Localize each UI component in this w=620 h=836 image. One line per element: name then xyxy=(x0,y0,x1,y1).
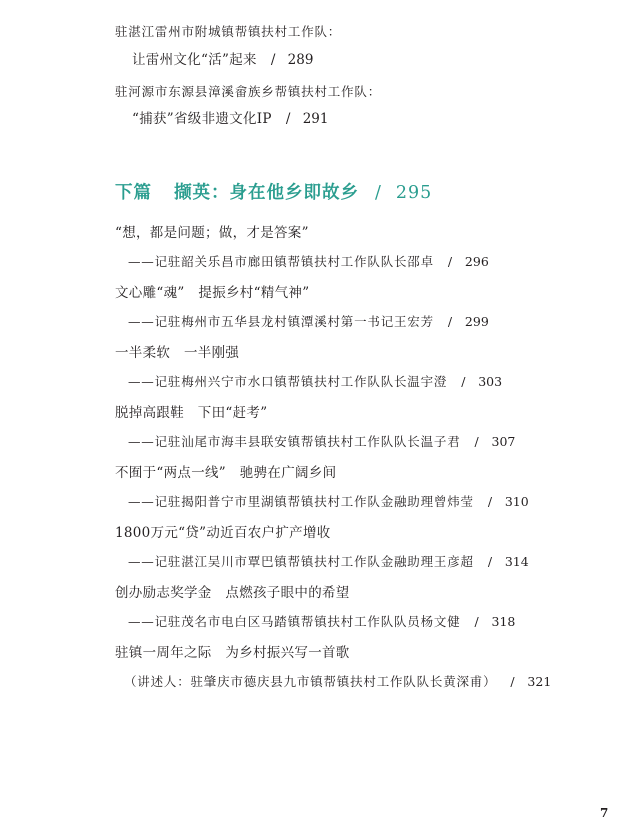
page-number: 307 xyxy=(491,434,516,449)
entry-byline: ——记驻汕尾市海丰县联安镇帮镇扶村工作队队长温子君 xyxy=(128,434,461,449)
entry-byline-line xyxy=(128,494,529,510)
separator: / xyxy=(270,52,276,68)
entry-byline: ——记驻茂名市电白区马踏镇帮镇扶村工作队队员杨文健 xyxy=(128,614,461,629)
page-number: 321 xyxy=(527,674,552,689)
page-number: 318 xyxy=(491,614,516,629)
section-title: 撷英：身在他乡即故乡 xyxy=(174,183,359,203)
folio-page-number: 7 xyxy=(600,806,609,820)
separator: / xyxy=(474,434,480,449)
separator: / xyxy=(375,183,382,203)
entry-title: 驻镇一周年之际 为乡村振兴写一首歌 xyxy=(115,645,350,661)
separator: / xyxy=(487,554,493,569)
entry-title: 一半柔软 一半刚强 xyxy=(115,345,240,361)
page-number: 310 xyxy=(504,494,529,509)
entry-title: 不囿于“两点一线” 驰骋在广阔乡间 xyxy=(115,465,337,481)
entry-byline: ——记驻梅州市五华县龙村镇潭溪村第一书记王宏芳 xyxy=(128,314,434,329)
page-number: 299 xyxy=(464,314,489,329)
entry-title: 文心雕“魂” 提振乡村“精气神” xyxy=(115,285,310,301)
entry-byline-line xyxy=(124,674,551,690)
page-number: 296 xyxy=(464,254,489,269)
entry-byline-line xyxy=(128,254,489,270)
separator: / xyxy=(474,614,480,629)
entry-byline: ——记驻揭阳普宁市里湖镇帮镇扶村工作队金融助理曾炜莹 xyxy=(128,494,474,509)
section-label: 下篇 xyxy=(115,183,152,203)
separator: / xyxy=(447,254,453,269)
entry-title: 让雷州文化“活”起来 xyxy=(132,52,257,68)
entry-title: 创办励志奖学金 点燃孩子眼中的希望 xyxy=(115,585,350,601)
entry-title: 脱掉高跟鞋 下田“赶考” xyxy=(115,405,268,421)
entry-byline-line xyxy=(128,554,529,570)
page-number: 289 xyxy=(287,52,314,68)
separator: / xyxy=(447,314,453,329)
entry-organization: 驻湛江雷州市附城镇帮镇扶村工作队： xyxy=(115,24,342,39)
entry-title: “想，都是问题；做，才是答案” xyxy=(115,225,309,241)
section-heading xyxy=(115,182,432,204)
page-number: 303 xyxy=(478,374,503,389)
separator: / xyxy=(461,374,467,389)
entry-byline: ——记驻湛江吴川市覃巴镇帮镇扶村工作队金融助理王彦超 xyxy=(128,554,474,569)
entry-byline-line xyxy=(128,314,489,330)
entry-title: 1800万元“贷”动近百农户扩产增收 xyxy=(115,525,331,541)
entry-byline-line xyxy=(128,434,515,450)
entry-organization: 驻河源市东源县漳溪畲族乡帮镇扶村工作队： xyxy=(115,84,382,99)
separator: / xyxy=(487,494,493,509)
entry-byline: ——记驻韶关乐昌市廊田镇帮镇扶村工作队队长邵卓 xyxy=(128,254,434,269)
entry-byline-line xyxy=(128,374,502,390)
entry-title: “捕获”省级非遗文化IP xyxy=(132,111,272,127)
page-number: 291 xyxy=(302,111,329,127)
separator: / xyxy=(285,111,291,127)
entry-byline: （讲述人：驻肇庆市德庆县九市镇帮镇扶村工作队队长黄深甫） xyxy=(124,674,497,689)
entry-byline-line xyxy=(128,614,515,630)
separator: / xyxy=(510,674,516,689)
page-number: 314 xyxy=(504,554,529,569)
entry-byline: ——记驻梅州兴宁市水口镇帮镇扶村工作队队长温宇澄 xyxy=(128,374,448,389)
entry-title-line xyxy=(132,51,313,69)
section-page-number: 295 xyxy=(395,183,433,203)
entry-title-line xyxy=(132,110,328,128)
